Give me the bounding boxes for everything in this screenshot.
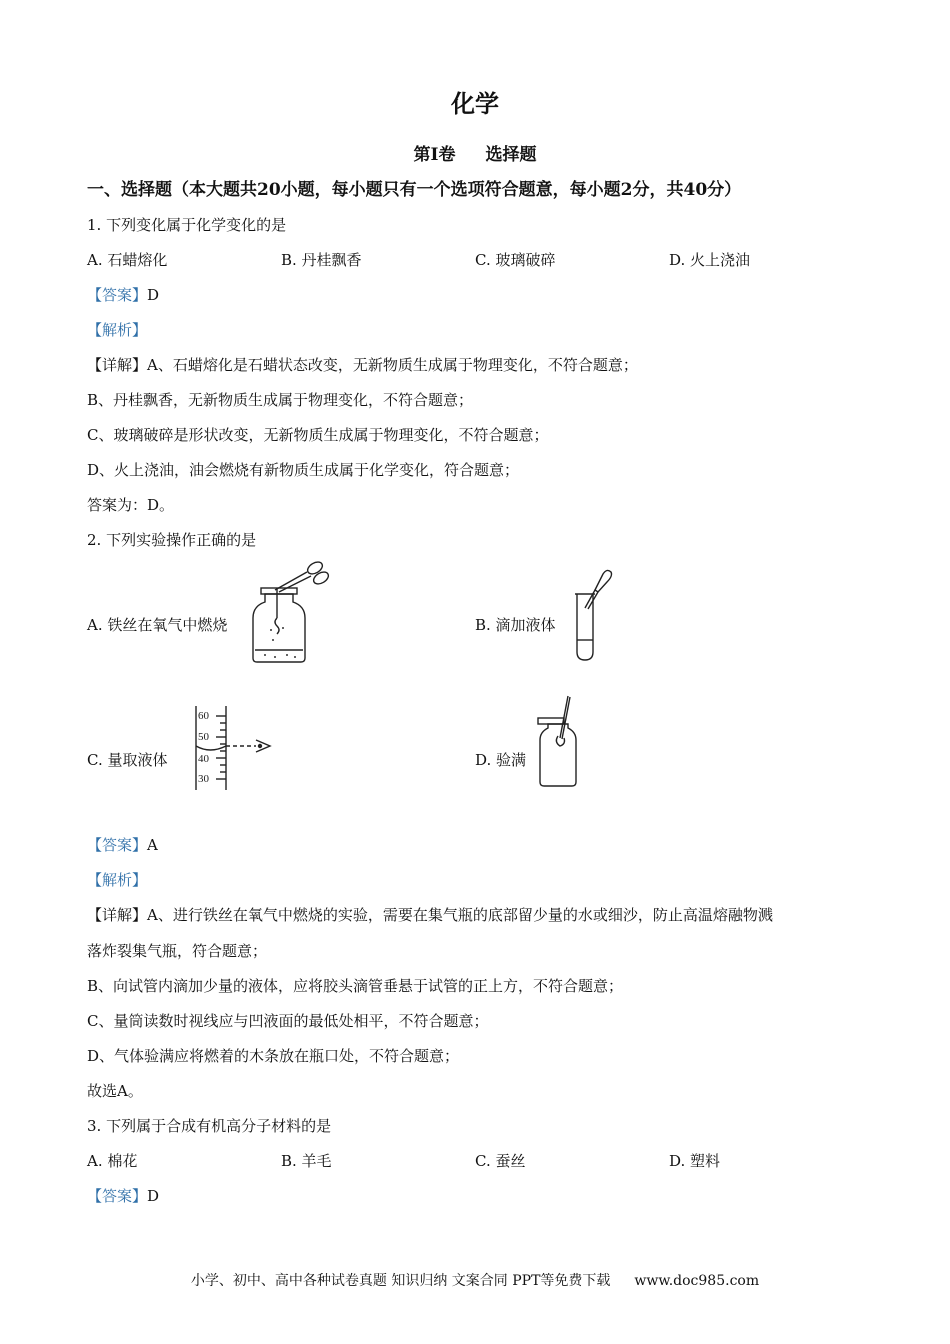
answer-tag: 【答案】 [87, 1187, 148, 1205]
q3-option-d: D. 塑料 [669, 1152, 721, 1170]
q2-answer [87, 834, 158, 855]
answer-value: A [147, 836, 158, 854]
section-heading: 一、选择题（本大题共20小题，每小题只有一个选项符合题意，每小题2分，共40分） [87, 180, 742, 200]
q3-option-b: B. 羊毛 [281, 1152, 332, 1170]
page-footer [0, 1270, 950, 1290]
q1-answer [87, 284, 159, 305]
cylinder-tick-label: 50 [198, 731, 209, 743]
q3-option-a: A. 棉花 [87, 1152, 138, 1170]
answer-tag: 【答案】 [87, 836, 148, 854]
q1-detail-line: D、火上浇油，油会燃烧有新物质生成属于化学变化，符合题意； [87, 461, 520, 479]
part-label: 第Ⅰ卷 [413, 145, 456, 165]
answer-value: D [147, 1187, 160, 1205]
question-3-stem: 3. 下列属于合成有机高分子材料的是 [87, 1117, 332, 1135]
iron-wire-burning-figure [245, 558, 335, 666]
q2-analysis-tag: 【解析】 [87, 871, 148, 889]
part-subtitle [0, 140, 950, 165]
q1-option-a: A. 石蜡熔化 [87, 251, 168, 269]
gas-full-test-figure [532, 694, 592, 792]
footer-site-link[interactable]: www.doc985.com [634, 1273, 760, 1289]
answer-value: D [147, 286, 160, 304]
q2-detail-line: D、气体验满应将燃着的木条放在瓶口处，不符合题意； [87, 1047, 460, 1065]
cylinder-tick-label: 60 [198, 710, 209, 722]
q2-detail-line: 落炸裂集气瓶，符合题意； [87, 942, 268, 960]
cylinder-tick-label: 30 [198, 773, 209, 785]
q2-detail-line: 故选A。 [87, 1082, 143, 1100]
q1-detail-line: B、丹桂飘香，无新物质生成属于物理变化，不符合题意； [87, 391, 474, 409]
page-title: 化学 [451, 89, 499, 118]
dropper-test-tube-figure [565, 560, 615, 664]
question-1-stem: 1. 下列变化属于化学变化的是 [87, 216, 287, 234]
answer-tag: 【答案】 [87, 286, 148, 304]
q1-detail-line: 答案为：D。 [87, 496, 175, 514]
part-name: 选择题 [485, 145, 537, 165]
q1-option-c: C. 玻璃破碎 [475, 251, 556, 269]
q1-detail-line: C、玻璃破碎是形状改变，无新物质生成属于物理变化，不符合题意； [87, 426, 549, 444]
q3-answer [87, 1185, 159, 1206]
measuring-cylinder-figure [190, 702, 285, 794]
q1-option-d: D. 火上浇油 [669, 251, 751, 269]
q1-analysis-tag: 【解析】 [87, 321, 148, 339]
q2-option-d: D. 验满 [475, 751, 527, 769]
q2-detail-line: C、量筒读数时视线应与凹液面的最低处相平，不符合题意； [87, 1012, 489, 1030]
q1-detail-line: 【详解】A、石蜡熔化是石蜡状态改变，无新物质生成属于物理变化，不符合题意； [87, 356, 638, 374]
q3-option-c: C. 蚕丝 [475, 1152, 526, 1170]
q2-detail-line: B、向试管内滴加少量的液体，应将胶头滴管垂悬于试管的正上方，不符合题意； [87, 977, 624, 995]
q2-option-b: B. 滴加液体 [475, 616, 556, 634]
q2-option-a: A. 铁丝在氧气中燃烧 [87, 616, 228, 634]
q2-detail-line: 【详解】A、进行铁丝在氧气中燃烧的实验，需要在集气瓶的底部留少量的水或细沙，防止高温熔融物溅 [87, 906, 773, 924]
q1-option-b: B. 丹桂飘香 [281, 251, 362, 269]
cylinder-tick-label: 40 [198, 753, 209, 765]
question-2-stem: 2. 下列实验操作正确的是 [87, 531, 257, 549]
footer-text: 小学、初中、高中各种试卷真题 知识归纳 文案合同 PPT等免费下载 [190, 1273, 611, 1289]
q2-option-c: C. 量取液体 [87, 751, 168, 769]
